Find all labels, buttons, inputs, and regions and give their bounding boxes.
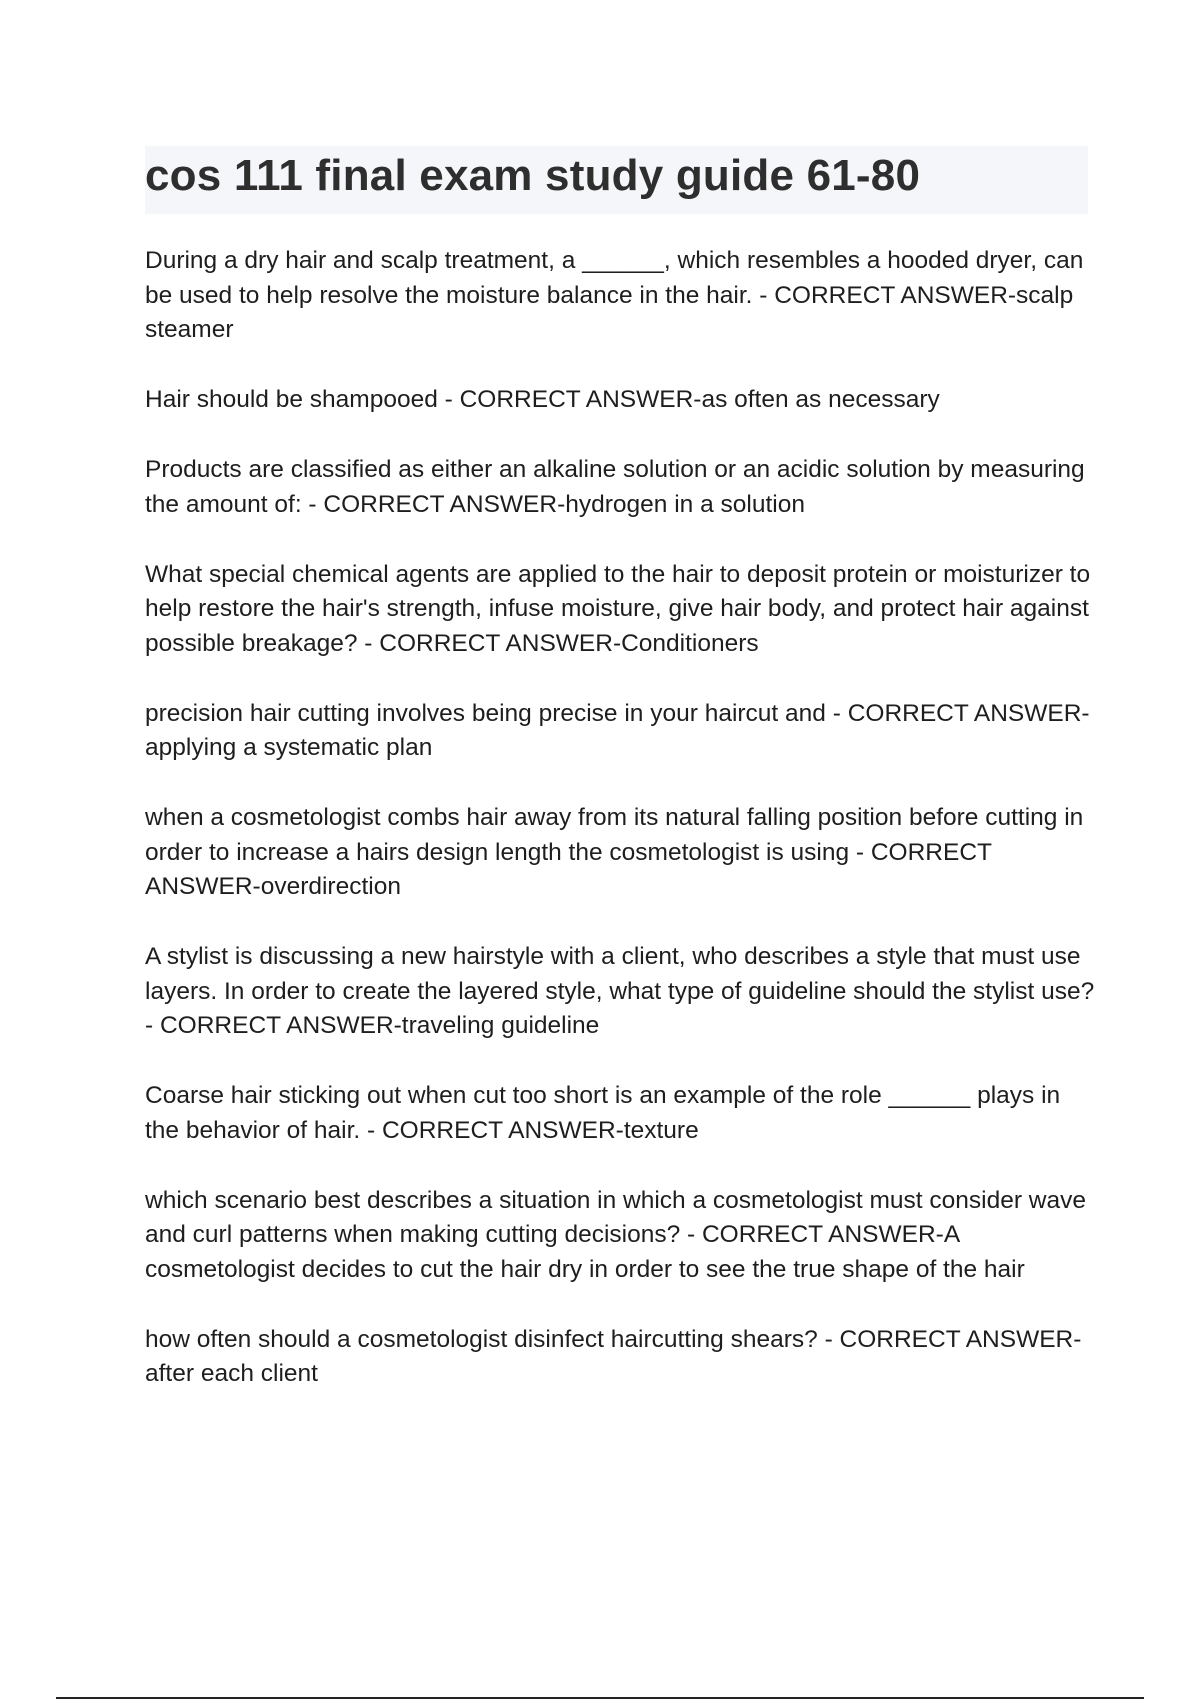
page-title: cos 111 final exam study guide 61-80 [145, 151, 921, 200]
qa-item: which scenario best describes a situation in which a cosmetologist must consider wave and curl patterns when making cutting decisions? - CORRECT ANSWER-A cosmetologist decides to cut the hair dry in order to see the true shape of the hair [145, 1186, 1086, 1283]
qa-item: Products are classified as either an alkaline solution or an acidic solution by measuring the amount of: - CORRECT ANSWER-hydrogen in a solution [145, 456, 1085, 518]
qa-item: A stylist is discussing a new hairstyle with a client, who describes a style that must use layers. In order to create the layered style, what type of guideline should the stylist use? - CORRECT ANSWER-traveling guideline [145, 943, 1095, 1039]
footer-divider [56, 1697, 1144, 1699]
qa-list [145, 244, 1095, 1427]
qa-item: Coarse hair sticking out when cut too short is an example of the role ______ plays in the behavior of hair. - CORRECT ANSWER-texture [145, 1082, 1061, 1144]
qa-item: precision hair cutting involves being precise in your haircut and - CORRECT ANSWER-applying a systematic plan [145, 699, 1090, 761]
qa-item: What special chemical agents are applied to the hair to deposit protein or moisturizer to help restore the hair's strength, infuse moisture, give hair body, and protect hair against possible breakage? - CORRECT ANSWER-Conditioners [145, 560, 1091, 657]
qa-item: Hair should be shampooed - CORRECT ANSWER-as often as necessary [145, 386, 940, 413]
qa-item: how often should a cosmetologist disinfect haircutting shears? - CORRECT ANSWER-after each client [145, 1325, 1082, 1387]
qa-item: During a dry hair and scalp treatment, a ______, which resembles a hooded dryer, can be used to help resolve the moisture balance in the hair. - CORRECT ANSWER-scalp steamer [145, 247, 1084, 343]
title-bar [145, 146, 1088, 214]
qa-item: when a cosmetologist combs hair away from its natural falling position before cutting in order to increase a hairs design length the cosmetologist is using - CORRECT ANSWER-overdirection [145, 804, 1084, 900]
